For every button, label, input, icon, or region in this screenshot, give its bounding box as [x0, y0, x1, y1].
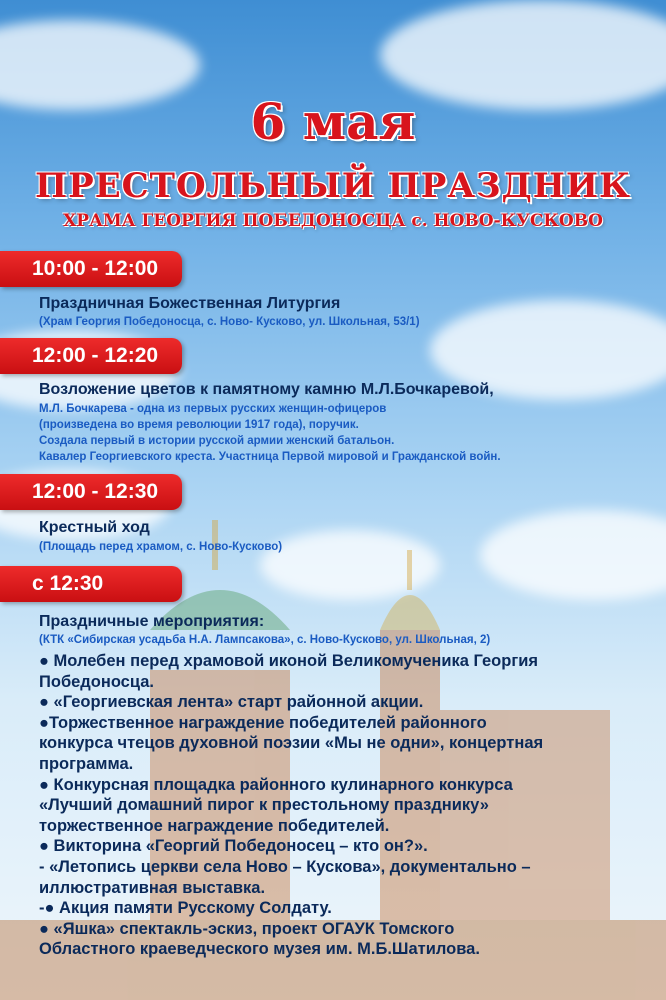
- list-item: Победоносца.: [39, 672, 154, 691]
- time-badge: с 12:30: [0, 566, 182, 602]
- event-date: 6 мая: [250, 92, 416, 151]
- list-item: Областного краеведческого музея им. М.Б.Шатилова.: [39, 940, 480, 959]
- event-title: Возложение цветов к памятному камню М.Л.Бочкаревой,: [39, 381, 494, 398]
- list-item: программа.: [39, 754, 134, 773]
- event-title: Крестный ход: [39, 519, 150, 536]
- activities-list: [39, 651, 639, 960]
- list-item: ● «Георгиевская лента» старт районной акции.: [39, 693, 424, 712]
- time-badge: 12:00 - 12:30: [0, 474, 182, 510]
- event-note: (Площадь перед храмом, с. Ново-Кусково): [39, 541, 283, 553]
- page-subtitle: ХРАМА ГЕОРГИЯ ПОБЕДОНОСЦА с. НОВО-КУСКОВО: [63, 211, 603, 231]
- list-item: ● Конкурсная площадка районного кулинарного конкурса: [39, 775, 513, 794]
- list-item: торжественное награждение победителей.: [39, 816, 390, 835]
- list-item: ● Викторина «Георгий Победоносец – кто он?».: [39, 837, 428, 856]
- list-item: конкурса чтецов духовной поэзии «Мы не одни», концертная: [39, 734, 544, 753]
- list-item: - «Летопись церкви села Ново – Кускова», документально –: [39, 857, 531, 876]
- list-item: ●Торжественное награждение победителей районного: [39, 713, 487, 732]
- time-badge: 12:00 - 12:20: [0, 338, 182, 374]
- time-badge: 10:00 - 12:00: [0, 251, 182, 287]
- page-title: ПРЕСТОЛЬНЫЙ ПРАЗДНИК: [35, 166, 631, 206]
- list-item: ● Молебен перед храмовой иконой Великомученика Георгия: [39, 652, 538, 670]
- event-title: Праздничные мероприятия:: [39, 613, 265, 630]
- list-item: -● Акция памяти Русскому Солдату.: [39, 899, 332, 918]
- list-item: ● «Яшка» спектакль-эскиз, проект ОГАУК Томского: [39, 919, 455, 938]
- list-item: «Лучший домашний пирог к престольному празднику»: [39, 796, 489, 815]
- event-note: (КТК «Сибирская усадьба Н.А. Лампсакова», с. Ново-Кусково, ул. Школьная, 2): [39, 634, 491, 646]
- event-title: Праздничная Божественная Литургия: [39, 295, 341, 312]
- list-item: иллюстративная выставка.: [39, 878, 266, 897]
- event-note: (Храм Георгия Победоносца, с. Ново- Кусково, ул. Школьная, 53/1): [39, 316, 420, 328]
- event-note: М.Л. Бочкарева - одна из первых русских женщин-офицеров (произведена во время революции 1917 года), поручик. Создала первый в истории русской армии женский батальон. Кавалер Георгиевского креста. Участница Первой мировой и Гражданской войн.: [39, 403, 501, 463]
